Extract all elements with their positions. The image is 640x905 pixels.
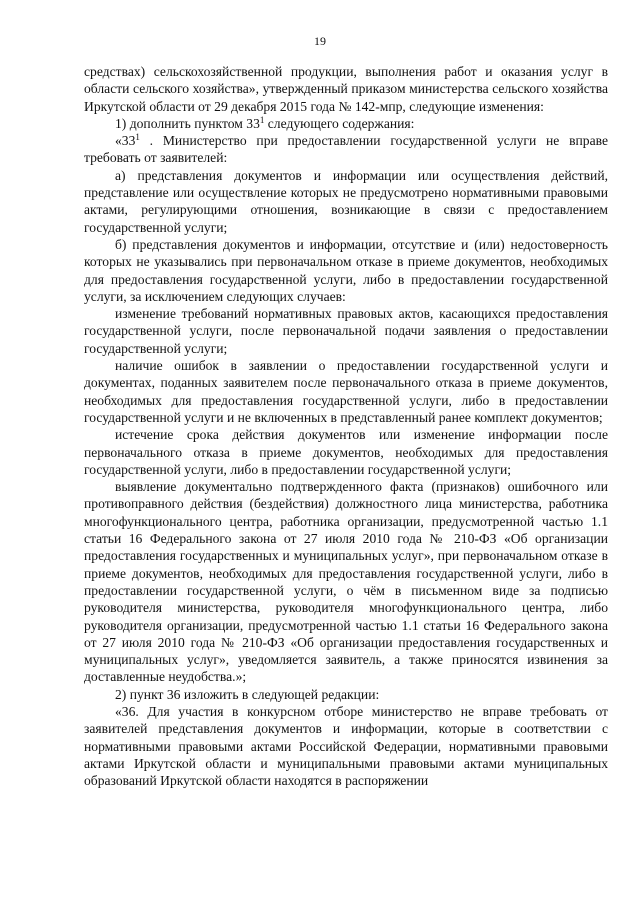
paragraph-text: средствах) сельскохозяйственной продукции, выполнения работ и оказания услуг в области сельского хозяйства», утвержденный приказом министерства сельского хозяйства Иркутской области от 29 декабря 2015 года № 142-мпр, следующие изменения:: [84, 64, 608, 114]
document-body: [84, 63, 608, 789]
paragraph: [84, 305, 608, 357]
paragraph: [84, 236, 608, 305]
superscript: 1: [135, 132, 140, 143]
paragraph-text: 2) пункт 36 изложить в следующей редакции:: [115, 686, 380, 702]
paragraph-text: а) представления документов и информации или осуществления действий, представление или осуществление которых не предусмотрено нормативными правовыми актами, регулирующими отношения, возникающие в связи с предоставлением государственной услуги;: [84, 167, 608, 235]
paragraph: [84, 703, 608, 789]
superscript: 1: [259, 114, 265, 125]
paragraph: [84, 357, 608, 426]
paragraph: [84, 426, 608, 478]
paragraph-text: б) представления документов и информации, отсутствие и (или) недостоверность которых не указывались при первоначальном отказе в приеме документов, необходимых для предоставления государственной услуги, либо в предоставлении государственной услуги, за исключением следующих случаев:: [84, 236, 608, 304]
paragraph: [84, 115, 608, 132]
paragraph-text: выявление документально подтвержденного факта (признаков) ошибочного или противоправного действия (бездействия) должностного лица министерства, работника многофункционального центра, работника организации, предусмотренной частью 1.1 статьи 16 Федерального закона от 27 июля 2010 года № 210-ФЗ «Об организации предоставления государственных и муниципальных услуг», при первоначальном отказе в приеме документов, необходимых для предоставления государственной услуги, либо в предоставлении государственной услуги, о чём в письменном виде за подписью руководителя министерства, руководителя многофункционального центра, либо руководителя организации, предусмотренной частью 1.1 статьи 16 Федерального закона от 27 июля 2010 года № 210-ФЗ «Об организации предоставления государственных и муниципальных услуг», уведомляется заявитель, а также приносятся извинения за доставленные неудобства.»;: [84, 479, 608, 685]
paragraph-text: «36. Для участия в конкурсном отборе министерство не вправе требовать от заявителей представления документов и информации, которые в соответствии с нормативными правовыми актами Российской Федерации, нормативными правовыми актами Иркутской области и муниципальными правовыми актами муниципальных образований Иркутской области находятся в распоряжении: [84, 703, 608, 789]
paragraph-text-continuation: следующего содержания:: [264, 115, 415, 131]
paragraph: [84, 686, 608, 703]
paragraph-text: 1) дополнить пунктом 33: [115, 115, 260, 131]
paragraph-text: истечение срока действия документов или изменение информации после первоначального отказа в приеме документов, необходимых для предоставления государственной услуги, либо в предоставлении государственной услуги;: [84, 427, 608, 477]
paragraph: [84, 132, 608, 167]
paragraph: [84, 167, 608, 236]
paragraph-text-continuation: . Министерство при предоставлении государственной услуги не вправе требовать от заявителей:: [84, 133, 608, 166]
paragraph-text: изменение требований нормативных правовых актов, касающихся предоставления государственной услуги, после первоначальной подачи заявления о предоставлении государственной услуги;: [84, 306, 608, 356]
paragraph-text: наличие ошибок в заявлении о предоставлении государственной услуги и документах, поданных заявителем после первоначального отказа в приеме документов, необходимых для предоставления государственной услуги, либо в предоставлении государственной услуги и не включенных в представленный ранее комплект документов;: [84, 358, 608, 425]
paragraph: [84, 63, 608, 115]
paragraph-text: «33: [115, 133, 136, 149]
paragraph: [84, 478, 608, 686]
page-number: 19: [314, 34, 326, 48]
